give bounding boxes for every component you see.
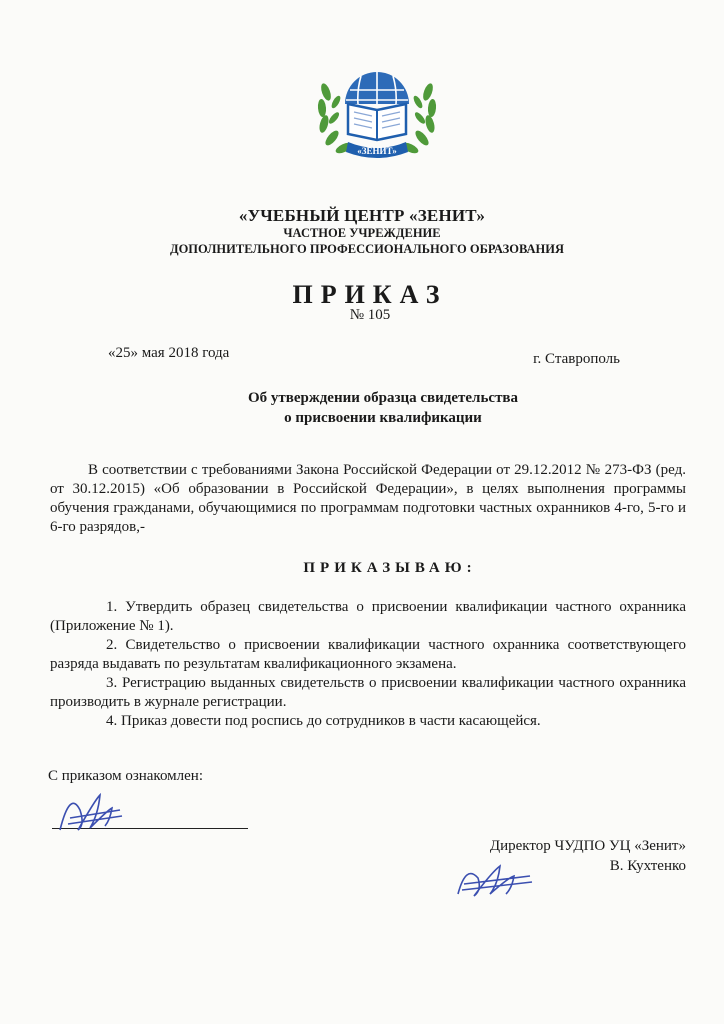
signature-director: [452, 854, 548, 904]
document-title: ПРИКАЗ: [292, 280, 448, 309]
order-item: 1. Утвердить образец свидетельства о присвоении квалификации частного охранника (Приложение № 1).: [50, 599, 686, 634]
signature-employee: [50, 780, 140, 840]
book-icon: [348, 104, 406, 140]
order-item: 2. Свидетельство о присвоении квалификации частного охранника соответствующего разряда выдавать по результатам квалификационного экзамена.: [50, 637, 686, 672]
document-number: № 105: [349, 307, 391, 323]
org-type: ЧАСТНОЕ УЧРЕЖДЕНИЕ: [283, 226, 441, 240]
subject-line-2: о присвоении квалификации: [284, 410, 482, 426]
order-word: ПРИКАЗЫВАЮ:: [303, 560, 477, 576]
org-description: ДОПОЛНИТЕЛЬНОГО ПРОФЕССИОНАЛЬНОГО ОБРАЗОВАНИЯ: [169, 242, 565, 256]
subject-line-1: Об утверждении образца свидетельства: [247, 390, 519, 406]
director-name: В. Кухтенко: [609, 858, 686, 874]
order-items: [50, 598, 686, 731]
preamble: В соответствии с требованиями Закона Российской Федерации от 29.12.2012 № 273-ФЗ (ред. от 30.12.2015) «Об образовании в Российской Федерации», в целях выполнения программы обучения гражданами, обучающимися по программам подготовки частных охранников 4-го, 5-го и 6-го разрядов,-: [50, 462, 686, 535]
logo-text: «ЗЕНИТ»: [357, 146, 397, 156]
document-subject: [0, 388, 724, 428]
zenit-logo: [312, 62, 442, 162]
order-item: 4. Приказ довести под роспись до сотрудников в части касающейся.: [106, 713, 541, 729]
order-item: 3. Регистрацию выданных свидетельств о присвоении квалификации частного охранника производить в журнале регистрации.: [50, 675, 686, 710]
globe-icon: [345, 72, 409, 104]
document-date: «25» мая 2018 года: [108, 345, 230, 361]
org-name: «УЧЕБНЫЙ ЦЕНТР «ЗЕНИТ»: [238, 206, 486, 225]
director-title: Директор ЧУДПО УЦ «Зенит»: [489, 838, 686, 854]
document-city: г. Ставрополь: [533, 351, 620, 367]
acknowledged-label: С приказом ознакомлен:: [48, 768, 204, 784]
